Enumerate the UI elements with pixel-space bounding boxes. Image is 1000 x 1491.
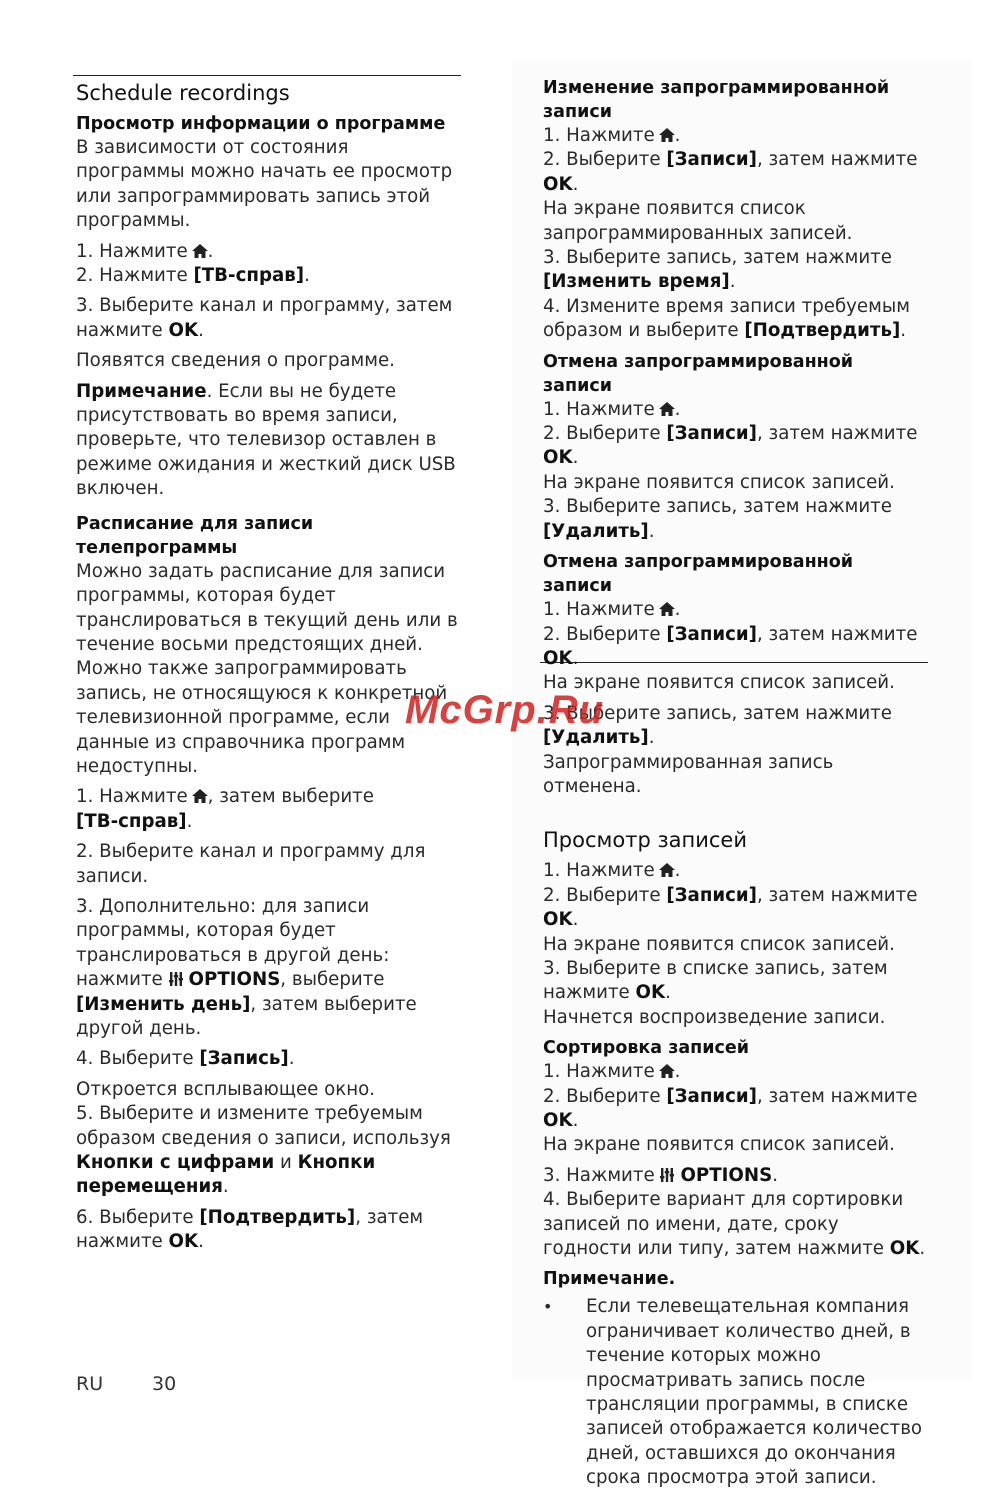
watermark: McGrp.Ru	[405, 688, 605, 732]
step: 2. Нажмите [ТВ-справ].	[76, 265, 310, 287]
result-text: Появятся сведения о программе.	[76, 350, 395, 372]
step: 6. Выберите [Подтвердить], затем нажмите OK.	[76, 1206, 424, 1253]
step: 2. Выберите [Записи], затем нажмите OK.	[543, 423, 918, 469]
result-text: На экране появится список запрограммированных записей.	[543, 198, 853, 244]
step: 5. Выберите и измените требуемым образом сведения о записи, используя Кнопки с цифрами и Кнопки перемещения.	[76, 1103, 451, 1198]
subheading-schedule: Расписание для записи телепрограммы	[76, 513, 314, 558]
page-number: 30	[152, 1373, 177, 1395]
subheading-program-info: Просмотр информации о программе	[76, 114, 446, 134]
step: 3. Выберите канал и программу, затем нажмите OK.	[76, 295, 453, 341]
result-text: Запрограммированная запись отменена.	[543, 751, 834, 797]
home-icon	[659, 128, 675, 142]
section-title-schedule: Schedule recordings	[76, 81, 290, 105]
left-column	[76, 76, 460, 1255]
step: 1. Нажмите .	[543, 125, 681, 146]
bullet-marker: •	[543, 1297, 553, 1317]
step: 1. Нажмите .	[543, 599, 681, 621]
result-text: На экране появится список записей.	[543, 1134, 895, 1156]
footer-language: RU	[76, 1373, 104, 1395]
note-heading: Примечание.	[543, 1269, 676, 1290]
note-text: Если телевещательная компания ограничивает количество дней, в течение которых можно просматривать запись после трансляции программы, в списке записей отображается количество дней, оставшихся до окончания срока просмотра этой записи.	[586, 1296, 923, 1489]
subheading-edit-recording: Изменение запрограммированной записи	[543, 78, 890, 122]
step: 3. Выберите запись, затем нажмите [Удалить].	[543, 702, 892, 749]
paragraph: В зависимости от состояния программы можно начать ее просмотр или запрограммировать запись этой программы.	[76, 137, 453, 232]
note: Примечание. Если вы не будете присутствовать во время записи, проверьте, что телевизор оставлен в режиме ожидания и жесткий диск USB включен.	[76, 380, 456, 500]
home-icon	[659, 863, 675, 877]
step: 3. Выберите запись, затем нажмите [Удалить].	[543, 496, 892, 542]
home-icon	[192, 244, 208, 258]
subheading-sort-recordings: Сортировка записей	[543, 1038, 750, 1059]
result-text: Начнется воспроизведение записи.	[543, 1006, 886, 1028]
subheading-cancel-recording: Отмена запрограммированной записи	[543, 351, 854, 396]
options-icon	[660, 1168, 674, 1182]
home-icon	[659, 402, 675, 416]
step: 2. Выберите [Записи], затем нажмите OK.	[543, 1085, 918, 1131]
step: 3. Выберите запись, затем нажмите [Изменить время].	[543, 247, 892, 293]
home-icon	[659, 602, 675, 616]
step: 4. Измените время записи требуемым образом и выберите [Подтвердить].	[543, 295, 910, 342]
step: 3. Нажмите OPTIONS.	[543, 1164, 779, 1186]
paragraph: Можно задать расписание для записи программы, которая будет транслироваться в текущий день или в течение восьми предстоящих дней. Можно также запрограммировать запись, не относящуюся к конкретной телевизионной программе, если данные из справочника программ недоступны.	[76, 560, 458, 777]
step: 2. Выберите [Записи], затем нажмите OK.	[543, 149, 918, 195]
step: 1. Нажмите .	[543, 1061, 681, 1083]
step: 4. Выберите [Запись].	[76, 1048, 295, 1070]
result-text: На экране появится список записей.	[543, 471, 895, 493]
result-text: На экране появится список записей.	[543, 933, 895, 955]
step: 3. Дополнительно: для записи программы, которая будет транслироваться в другой день: нажмите OPTIONS, выберите [Изменить день], затем выберите другой день.	[76, 895, 417, 1039]
result-text: На экране появится список записей.	[543, 672, 895, 694]
step: 1. Нажмите , затем выберите [ТВ-справ].	[76, 786, 374, 832]
options-icon	[169, 972, 183, 986]
step: 3. Выберите в списке запись, затем нажмите OK.	[543, 957, 888, 1004]
step: 2. Выберите [Записи], затем нажмите OK.	[543, 623, 918, 669]
step: 1. Нажмите .	[76, 240, 214, 262]
step: 4. Выберите вариант для сортировки записей по имени, дате, сроку годности или типу, затем нажмите OK.	[543, 1189, 926, 1260]
note-bullet-item	[543, 1295, 927, 1490]
section-title-view-recordings: Просмотр записей	[543, 828, 747, 853]
right-column	[543, 76, 927, 1491]
subheading-cancel-recording-2: Отмена запрограммированной записи	[543, 552, 854, 597]
result-text: Откроется всплывающее окно.	[76, 1078, 376, 1100]
step: 2. Выберите канал и программу для записи.	[76, 841, 426, 887]
home-icon	[192, 789, 208, 803]
step: 2. Выберите [Записи], затем нажмите OK.	[543, 884, 918, 931]
step: 1. Нажмите .	[543, 860, 681, 882]
step: 1. Нажмите .	[543, 398, 681, 420]
home-icon	[659, 1064, 675, 1078]
